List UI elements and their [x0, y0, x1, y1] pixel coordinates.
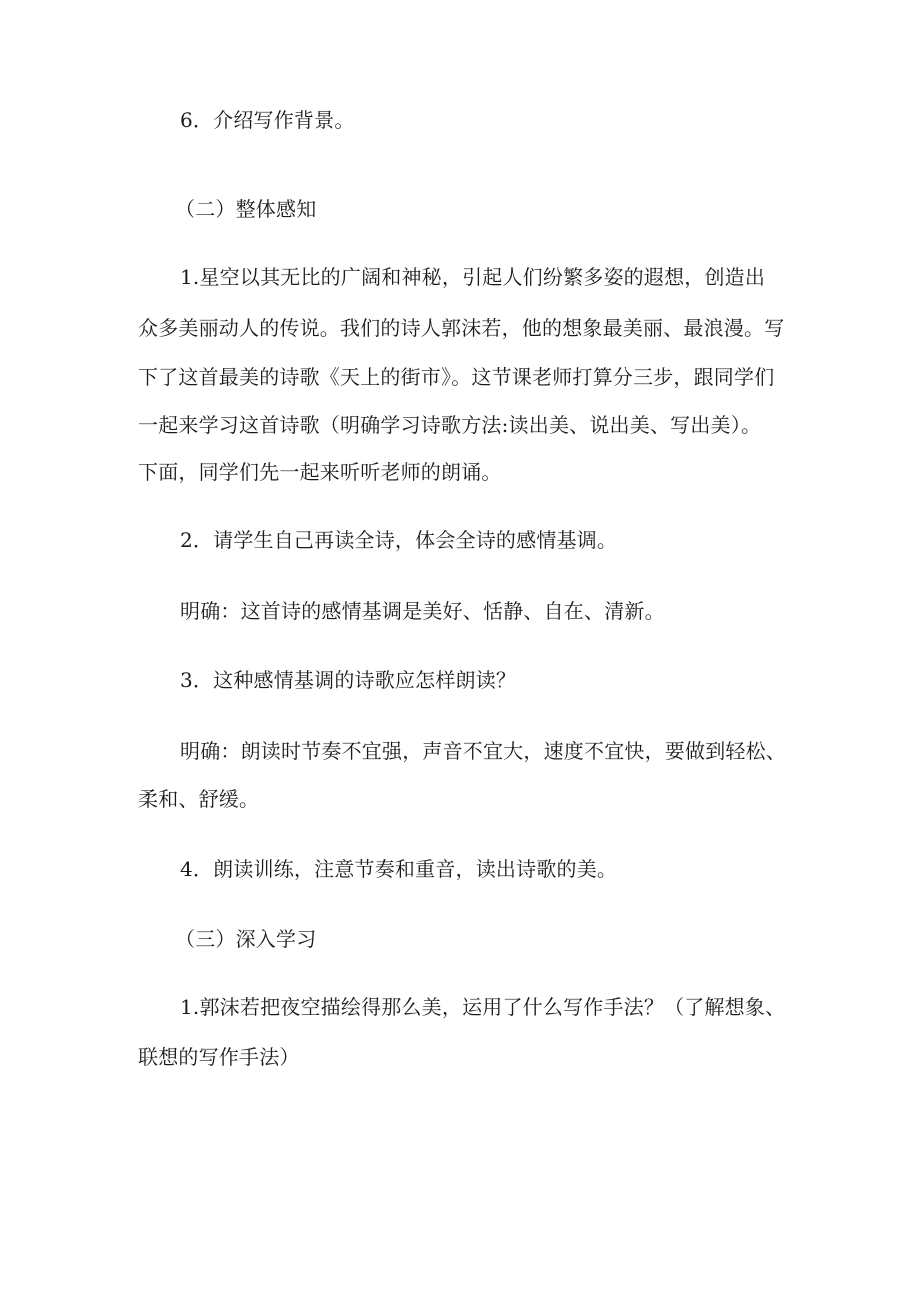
step-6-text: 6．介绍写作背景。 — [180, 108, 355, 132]
answer-3-line-2: 柔和、舒缓。 — [138, 787, 260, 811]
answer-2-text: 明确：这首诗的感情基调是美好、恬静、自在、清新。 — [180, 599, 665, 623]
deep-learning-line-2: 联想的写作手法） — [138, 1045, 300, 1069]
para1-line-1: 1.星空以其无比的广阔和神秘，引起人们纷繁多姿的遐想，创造出 — [180, 265, 766, 289]
section-3-heading: （三）深入学习 — [175, 927, 317, 951]
item-4-text: 4．朗读训练，注意节奏和重音，读出诗歌的美。 — [180, 857, 618, 881]
para1-line-2: 众多美丽动人的传说。我们的诗人郭沫若，他的想象最美丽、最浪漫。写 — [138, 316, 785, 340]
answer-3-line-1: 明确：朗读时节奏不宜强，声音不宜大，速度不宜快，要做到轻松、 — [180, 739, 786, 763]
section-2-heading: （二）整体感知 — [175, 197, 317, 221]
item-3-text: 3．这种感情基调的诗歌应怎样朗读？ — [180, 668, 517, 692]
deep-learning-line-1: 1.郭沫若把夜空描绘得那么美，运用了什么写作手法？（了解想象、 — [180, 995, 786, 1019]
para1-line-3: 下了这首最美的诗歌《天上的街市》。这节课老师打算分三步，跟同学们 — [138, 365, 775, 389]
para1-line-4: 一起来学习这首诗歌（明确学习诗歌方法:读出美、说出美、写出美）。 — [138, 413, 762, 437]
para1-line-5: 下面，同学们先一起来听听老师的朗诵。 — [138, 460, 502, 484]
item-2-text: 2．请学生自己再读全诗，体会全诗的感情基调。 — [180, 528, 618, 552]
